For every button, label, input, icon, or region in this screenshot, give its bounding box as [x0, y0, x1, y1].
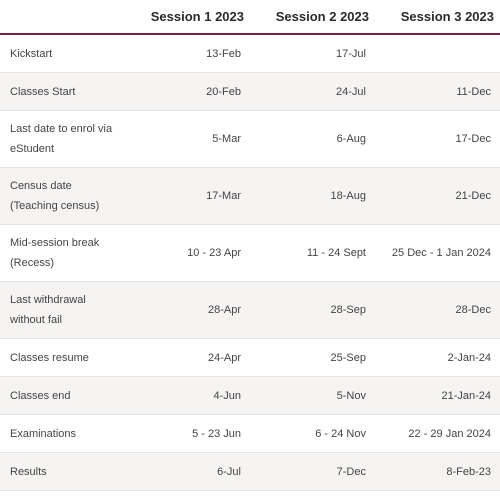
session-1-cell: 17-Mar: [125, 168, 250, 225]
header-session-2: Session 2 2023: [250, 0, 375, 34]
session-1-cell: 28-Apr: [125, 282, 250, 339]
session-3-cell: [375, 34, 500, 73]
table-row: [0, 168, 500, 225]
row-label: Classes Start: [0, 73, 125, 111]
session-3-cell: 11-Dec: [375, 73, 500, 111]
row-label: Results: [0, 453, 125, 491]
row-label: Classes resume: [0, 339, 125, 377]
session-1-cell: 24-Apr: [125, 339, 250, 377]
table-header: [0, 0, 500, 34]
session-1-cell: 5 - 23 Jun: [125, 415, 250, 453]
table-row: [0, 377, 500, 415]
header-session-1: Session 1 2023: [125, 0, 250, 34]
table-row: [0, 34, 500, 73]
row-label: Examinations: [0, 415, 125, 453]
table-row: [0, 111, 500, 168]
row-label: Last withdrawal without fail: [0, 282, 125, 339]
session-3-cell: 22 - 29 Jan 2024: [375, 415, 500, 453]
session-3-cell: 2-Jan-24: [375, 339, 500, 377]
row-label: Classes end: [0, 377, 125, 415]
session-3-cell: 8-Feb-23: [375, 453, 500, 491]
session-2-cell: 18-Aug: [250, 168, 375, 225]
table-row: [0, 225, 500, 282]
table-row: [0, 73, 500, 111]
session-3-cell: 21-Dec: [375, 168, 500, 225]
session-1-cell: 4-Jun: [125, 377, 250, 415]
row-label: Census date (Teaching census): [0, 168, 125, 225]
session-1-cell: 5-Mar: [125, 111, 250, 168]
table-row: [0, 453, 500, 491]
header-blank-cell: [0, 0, 125, 34]
session-3-cell: 28-Dec: [375, 282, 500, 339]
table-row: [0, 282, 500, 339]
session-1-cell: 13-Feb: [125, 34, 250, 73]
row-label: Mid-session break (Recess): [0, 225, 125, 282]
table-row: [0, 415, 500, 453]
header-row: [0, 0, 500, 34]
session-2-cell: 11 - 24 Sept: [250, 225, 375, 282]
row-label: Last date to enrol via eStudent: [0, 111, 125, 168]
session-2-cell: 25-Sep: [250, 339, 375, 377]
session-2-cell: 17-Jul: [250, 34, 375, 73]
table-body: [0, 34, 500, 491]
session-2-cell: 6-Aug: [250, 111, 375, 168]
session-2-cell: 24-Jul: [250, 73, 375, 111]
session-3-cell: 21-Jan-24: [375, 377, 500, 415]
session-3-cell: 25 Dec - 1 Jan 2024: [375, 225, 500, 282]
session-2-cell: 7-Dec: [250, 453, 375, 491]
session-1-cell: 10 - 23 Apr: [125, 225, 250, 282]
session-1-cell: 6-Jul: [125, 453, 250, 491]
table-row: [0, 339, 500, 377]
session-2-cell: 5-Nov: [250, 377, 375, 415]
row-label: Kickstart: [0, 34, 125, 73]
session-1-cell: 20-Feb: [125, 73, 250, 111]
session-2-cell: 28-Sep: [250, 282, 375, 339]
header-session-3: Session 3 2023: [375, 0, 500, 34]
session-2-cell: 6 - 24 Nov: [250, 415, 375, 453]
session-3-cell: 17-Dec: [375, 111, 500, 168]
